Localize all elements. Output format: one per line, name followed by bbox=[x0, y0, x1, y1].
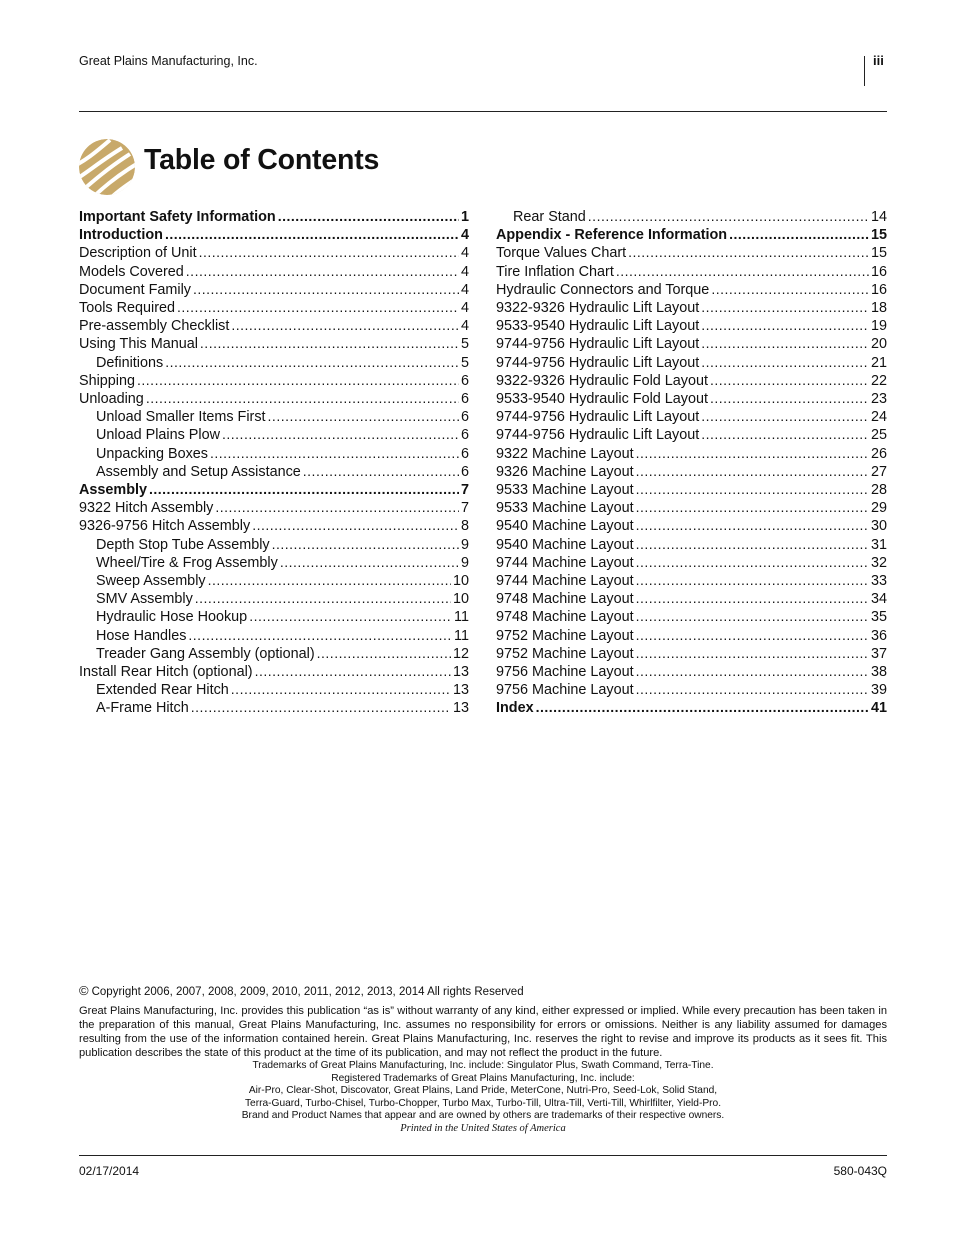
toc-dot-leader bbox=[268, 408, 459, 425]
toc-entry-label: Document Family bbox=[79, 281, 191, 298]
copyright-text: Copyright 2006, 2007, 2008, 2009, 2010, 2011, 2012, 2013, 2014 All rights Reserved bbox=[91, 986, 524, 998]
toc-entry-label: 9744-9756 Hydraulic Lift Layout bbox=[496, 354, 700, 371]
printed-in-note: Printed in the United States of America bbox=[400, 1122, 566, 1134]
toc-entry-label: Index bbox=[496, 700, 534, 717]
toc-entry-page: 4 bbox=[460, 281, 469, 298]
toc-entry-label: Description of Unit bbox=[79, 245, 197, 262]
toc-entry-page: 38 bbox=[870, 664, 887, 681]
toc-entry-label: Unloading bbox=[79, 391, 144, 408]
toc-entry-page: 28 bbox=[870, 482, 887, 499]
toc-dot-leader bbox=[636, 663, 869, 680]
toc-entry-label: Assembly and Setup Assistance bbox=[96, 463, 301, 480]
toc-entry-page: 30 bbox=[870, 518, 887, 535]
toc-dot-leader bbox=[317, 645, 451, 662]
toc-entry-page: 35 bbox=[870, 609, 887, 626]
toc-entry-label: 9744 Machine Layout bbox=[496, 554, 634, 571]
trademark-line: Terra-Guard, Turbo-Chisel, Turbo-Chopper, Turbo Max, Turbo-Till, Ultra-Till, Verti-Till, Whirlfilter, Yield-Pro. bbox=[244, 1097, 722, 1109]
toc-dot-leader bbox=[186, 263, 459, 280]
toc-entry-page: 21 bbox=[870, 354, 887, 371]
toc-entry-page: 24 bbox=[870, 409, 887, 426]
toc-dot-leader bbox=[711, 281, 869, 298]
toc-entry-page: 41 bbox=[870, 700, 887, 717]
toc-entry-page: 1 bbox=[460, 209, 469, 225]
toc-dot-leader bbox=[195, 590, 451, 607]
toc-entry[interactable] bbox=[496, 463, 887, 481]
toc-entry[interactable] bbox=[496, 226, 887, 244]
toc-dot-leader bbox=[588, 208, 869, 225]
toc-entry-page: 22 bbox=[870, 372, 887, 389]
toc-entry[interactable] bbox=[496, 372, 887, 390]
toc-dot-leader bbox=[701, 317, 869, 334]
toc-dot-leader bbox=[636, 572, 869, 589]
toc-entry[interactable] bbox=[79, 572, 469, 590]
toc-dot-leader bbox=[729, 226, 869, 243]
disclaimer-text: Great Plains Manufacturing, Inc. provides this publication “as is” without warranty of any kind, either expressed or implied. While every precaution has been taken in the preparation of this manual, Great Plains Manufacturing, Inc. assumes no responsibility for errors or omissions. Neither is any liability assumed for damages resulting from the use of the information contained herein. Great Plains Manufacturing, Inc. reserves the right to revise and improve its products as it sees fit. This publication describes the state of this product at the time of its publication, and may not reflect the product in the future. bbox=[79, 1005, 887, 1059]
toc-dot-leader bbox=[249, 608, 452, 625]
toc-dot-leader bbox=[710, 372, 869, 389]
toc-entry-label: 9326-9756 Hitch Assembly bbox=[79, 518, 251, 535]
toc-entry-page: 16 bbox=[870, 281, 887, 298]
toc-entry[interactable] bbox=[79, 445, 469, 463]
toc-entry-page: 4 bbox=[460, 300, 469, 317]
trademark-line: Air-Pro, Clear-Shot, Discovator, Great Plains, Land Pride, MeterCone, Nutri-Pro, Seed-Lok, Solid Stand, bbox=[248, 1085, 718, 1097]
toc-entry-page: 10 bbox=[452, 573, 469, 590]
toc-entry-page: 16 bbox=[870, 263, 887, 280]
toc-entry-label: 9540 Machine Layout bbox=[496, 536, 634, 553]
toc-entry-page: 32 bbox=[870, 554, 887, 571]
toc-entry-label: 9540 Machine Layout bbox=[496, 518, 634, 535]
toc-entry-label: Torque Values Chart bbox=[496, 245, 627, 262]
toc-entry-label: Definitions bbox=[96, 354, 164, 371]
toc-entry-label: Unload Plains Plow bbox=[96, 427, 220, 444]
trademarks-block bbox=[79, 1060, 887, 1136]
toc-entry[interactable] bbox=[79, 317, 469, 335]
toc-entry-page: 9 bbox=[460, 536, 469, 553]
toc-entry-page: 14 bbox=[870, 209, 887, 225]
toc-entry-page: 6 bbox=[460, 372, 469, 389]
toc-entry-page: 20 bbox=[870, 336, 887, 353]
toc-entry-page: 39 bbox=[870, 682, 887, 699]
toc-dot-leader bbox=[636, 554, 869, 571]
toc-entry-label: SMV Assembly bbox=[96, 591, 193, 608]
toc-entry[interactable] bbox=[79, 408, 469, 426]
toc-entry[interactable] bbox=[496, 263, 887, 281]
toc-entry-page: 4 bbox=[460, 245, 469, 262]
toc-entry[interactable] bbox=[79, 335, 469, 353]
footer-rule bbox=[79, 1155, 887, 1156]
toc-entry-page: 4 bbox=[460, 318, 469, 335]
toc-entry-label: Install Rear Hitch (optional) bbox=[79, 664, 253, 681]
toc-entry-label: 9752 Machine Layout bbox=[496, 627, 634, 644]
toc-entry-page: 12 bbox=[452, 645, 469, 662]
toc-entry-label: Tools Required bbox=[79, 300, 175, 317]
toc-dot-leader bbox=[636, 608, 869, 625]
toc-entry-label: Unload Smaller Items First bbox=[96, 409, 266, 426]
toc-entry-label: Treader Gang Assembly (optional) bbox=[96, 645, 315, 662]
toc-dot-leader bbox=[272, 536, 459, 553]
toc-entry-page: 31 bbox=[870, 536, 887, 553]
toc-entry-page: 10 bbox=[452, 591, 469, 608]
toc-entry-label: 9744 Machine Layout bbox=[496, 573, 634, 590]
toc-dot-leader bbox=[701, 426, 869, 443]
toc-entry-label: Wheel/Tire & Frog Assembly bbox=[96, 554, 278, 571]
toc-entry-label: Shipping bbox=[79, 372, 136, 389]
toc-entry[interactable] bbox=[79, 354, 469, 372]
toc-entry-label: Introduction bbox=[79, 227, 163, 244]
toc-entry[interactable] bbox=[496, 681, 887, 699]
toc-entry-page: 27 bbox=[870, 463, 887, 480]
toc-entry-label: Assembly bbox=[79, 482, 147, 499]
toc-dot-leader bbox=[193, 281, 459, 298]
toc-dot-leader bbox=[208, 572, 451, 589]
copyright-line bbox=[79, 983, 524, 998]
toc-dot-leader bbox=[149, 481, 459, 498]
toc-entry-label: 9322 Machine Layout bbox=[496, 445, 634, 462]
toc-dot-leader bbox=[177, 299, 459, 316]
toc-entry-page: 9 bbox=[460, 554, 469, 571]
toc-dot-leader bbox=[636, 645, 869, 662]
toc-dot-leader bbox=[165, 226, 459, 243]
toc-entry[interactable] bbox=[496, 699, 887, 717]
toc-entry[interactable] bbox=[79, 608, 469, 626]
toc-entry-page: 4 bbox=[460, 227, 469, 244]
toc-entry[interactable] bbox=[496, 590, 887, 608]
toc-entry-label: Pre-assembly Checklist bbox=[79, 318, 230, 335]
toc-entry[interactable] bbox=[496, 608, 887, 626]
toc-entry-label: Depth Stop Tube Assembly bbox=[96, 536, 270, 553]
page-title: Table of Contents bbox=[144, 144, 380, 176]
toc-dot-leader bbox=[215, 499, 459, 516]
toc-entry-page: 23 bbox=[870, 391, 887, 408]
toc-entry[interactable] bbox=[496, 645, 887, 663]
toc-entry-page: 29 bbox=[870, 500, 887, 517]
toc-entry-label: 9744-9756 Hydraulic Lift Layout bbox=[496, 409, 700, 426]
toc-entry-label: 9533-9540 Hydraulic Lift Layout bbox=[496, 318, 700, 335]
toc-dot-leader bbox=[222, 426, 459, 443]
toc-entry-page: 6 bbox=[460, 409, 469, 426]
toc-entry[interactable] bbox=[79, 645, 469, 663]
toc-entry[interactable] bbox=[496, 299, 887, 317]
toc-entry[interactable] bbox=[79, 481, 469, 499]
toc-entry[interactable] bbox=[79, 663, 469, 681]
toc-entry-label: A-Frame Hitch bbox=[96, 700, 189, 717]
toc-entry-page: 6 bbox=[460, 427, 469, 444]
toc-dot-leader bbox=[231, 681, 451, 698]
footer-date: 02/17/2014 bbox=[79, 1164, 140, 1178]
toc-entry-label: 9748 Machine Layout bbox=[496, 591, 634, 608]
toc-entry[interactable] bbox=[496, 627, 887, 645]
toc-entry[interactable] bbox=[496, 481, 887, 499]
header-divider bbox=[864, 56, 865, 86]
toc-dot-leader bbox=[710, 390, 869, 407]
toc-entry-label: Hydraulic Connectors and Torque bbox=[496, 281, 710, 298]
toc-entry[interactable] bbox=[496, 663, 887, 681]
toc-dot-leader bbox=[191, 699, 451, 716]
toc-entry-label: Hydraulic Hose Hookup bbox=[96, 609, 248, 626]
toc-entry-label: Sweep Assembly bbox=[96, 573, 206, 590]
trademark-line: Brand and Product Names that appear and are owned by others are trademarks of their respective owners. bbox=[241, 1110, 725, 1122]
toc-entry[interactable] bbox=[496, 317, 887, 335]
toc-entry-page: 5 bbox=[460, 354, 469, 371]
toc-entry[interactable] bbox=[496, 390, 887, 408]
trademark-line: Trademarks of Great Plains Manufacturing, Inc. include: Singulator Plus, Swath Command, Terra-Tine. bbox=[252, 1060, 714, 1071]
toc-entry[interactable] bbox=[496, 572, 887, 590]
toc-dot-leader bbox=[701, 408, 869, 425]
toc-dot-leader bbox=[636, 463, 869, 480]
toc-dot-leader bbox=[636, 681, 869, 698]
toc-entry-page: 13 bbox=[452, 700, 469, 717]
toc-entry[interactable] bbox=[79, 208, 469, 226]
toc-entry[interactable] bbox=[496, 499, 887, 517]
footer-doc-number: 580-043Q bbox=[833, 1164, 887, 1178]
toc-entry[interactable] bbox=[496, 208, 887, 226]
toc-entry-label: 9756 Machine Layout bbox=[496, 682, 634, 699]
toc-dot-leader bbox=[165, 354, 459, 371]
toc-entry-label: 9533-9540 Hydraulic Fold Layout bbox=[496, 391, 708, 408]
toc-entry-page: 6 bbox=[460, 391, 469, 408]
toc-dot-leader bbox=[280, 554, 459, 571]
toc-dot-leader bbox=[636, 517, 869, 534]
toc-entry-label: 9756 Machine Layout bbox=[496, 664, 634, 681]
great-plains-logo-icon bbox=[78, 138, 136, 196]
toc-entry-label: 9322-9326 Hydraulic Lift Layout bbox=[496, 300, 700, 317]
toc-dot-leader bbox=[636, 481, 869, 498]
toc-dot-leader bbox=[636, 627, 869, 644]
toc-entry-page: 6 bbox=[460, 445, 469, 462]
toc-entry[interactable] bbox=[79, 536, 469, 554]
header-page-number: iii bbox=[873, 53, 884, 68]
toc-entry-label: Appendix - Reference Information bbox=[496, 227, 728, 244]
toc-entry-page: 37 bbox=[870, 645, 887, 662]
toc-entry-label: 9748 Machine Layout bbox=[496, 609, 634, 626]
toc-entry-label: 9533 Machine Layout bbox=[496, 482, 634, 499]
toc-dot-leader bbox=[200, 335, 459, 352]
toc-left-column bbox=[79, 208, 469, 718]
toc-dot-leader bbox=[188, 627, 452, 644]
toc-dot-leader bbox=[252, 517, 459, 534]
toc-entry-page: 13 bbox=[452, 664, 469, 681]
toc-dot-leader bbox=[536, 699, 869, 716]
toc-entry-page: 7 bbox=[460, 500, 469, 517]
toc-entry[interactable] bbox=[79, 263, 469, 281]
trademark-line: Registered Trademarks of Great Plains Manufacturing, Inc. include: bbox=[331, 1072, 635, 1084]
toc-entry[interactable] bbox=[79, 244, 469, 262]
toc-dot-leader bbox=[210, 445, 459, 462]
toc-entry-page: 34 bbox=[870, 591, 887, 608]
toc-entry-label: Extended Rear Hitch bbox=[96, 682, 229, 699]
toc-entry[interactable] bbox=[496, 281, 887, 299]
toc-entry[interactable] bbox=[79, 499, 469, 517]
toc-dot-leader bbox=[278, 208, 459, 225]
toc-entry-label: 9744-9756 Hydraulic Lift Layout bbox=[496, 336, 700, 353]
toc-dot-leader bbox=[701, 299, 869, 316]
toc-entry-label: Important Safety Information bbox=[79, 209, 276, 225]
toc-entry[interactable] bbox=[496, 335, 887, 353]
toc-entry-page: 13 bbox=[452, 682, 469, 699]
toc-dot-leader bbox=[231, 317, 459, 334]
toc-entry-page: 5 bbox=[460, 336, 469, 353]
toc-dot-leader bbox=[303, 463, 459, 480]
toc-dot-leader bbox=[628, 244, 869, 261]
toc-dot-leader bbox=[636, 445, 869, 462]
toc-entry-label: 9744-9756 Hydraulic Lift Layout bbox=[496, 427, 700, 444]
toc-entry[interactable] bbox=[496, 517, 887, 535]
toc-entry[interactable] bbox=[496, 554, 887, 572]
toc-entry-label: 9326 Machine Layout bbox=[496, 463, 634, 480]
toc-entry[interactable] bbox=[79, 699, 469, 717]
toc-entry-label: Using This Manual bbox=[79, 336, 198, 353]
toc-entry-page: 36 bbox=[870, 627, 887, 644]
toc-entry-label: Tire Inflation Chart bbox=[496, 263, 614, 280]
toc-entry[interactable] bbox=[79, 226, 469, 244]
toc-entry-label: Unpacking Boxes bbox=[96, 445, 208, 462]
toc-entry-page: 25 bbox=[870, 427, 887, 444]
toc-entry[interactable] bbox=[496, 536, 887, 554]
header-company: Great Plains Manufacturing, Inc. bbox=[79, 54, 258, 68]
toc-entry-page: 6 bbox=[460, 463, 469, 480]
toc-entry-page: 33 bbox=[870, 573, 887, 590]
toc-entry[interactable] bbox=[79, 517, 469, 535]
toc-entry[interactable] bbox=[79, 281, 469, 299]
toc-entry[interactable] bbox=[496, 445, 887, 463]
toc-dot-leader bbox=[636, 590, 869, 607]
toc-entry-page: 8 bbox=[460, 518, 469, 535]
toc-entry-page: 19 bbox=[870, 318, 887, 335]
toc-dot-leader bbox=[199, 244, 459, 261]
toc-entry-page: 15 bbox=[870, 227, 887, 244]
toc-entry[interactable] bbox=[496, 408, 887, 426]
toc-dot-leader bbox=[701, 335, 869, 352]
toc-entry-page: 11 bbox=[454, 609, 469, 626]
toc-entry-page: 4 bbox=[460, 263, 469, 280]
toc-dot-leader bbox=[146, 390, 459, 407]
toc-entry-page: 18 bbox=[870, 300, 887, 317]
toc-entry[interactable] bbox=[496, 354, 887, 372]
toc-dot-leader bbox=[701, 354, 869, 371]
toc-entry[interactable] bbox=[79, 299, 469, 317]
toc-entry-page: 7 bbox=[460, 482, 469, 499]
toc-entry-page: 11 bbox=[454, 627, 469, 644]
toc-entry-label: 9322-9326 Hydraulic Fold Layout bbox=[496, 372, 708, 389]
toc-entry-label: 9533 Machine Layout bbox=[496, 500, 634, 517]
toc-entry-page: 26 bbox=[870, 445, 887, 462]
toc-entry-label: 9752 Machine Layout bbox=[496, 645, 634, 662]
toc-entry-label: 9322 Hitch Assembly bbox=[79, 500, 214, 517]
toc-entry[interactable] bbox=[79, 554, 469, 572]
toc-entry-label: Hose Handles bbox=[96, 627, 187, 644]
toc-entry-page: 15 bbox=[870, 245, 887, 262]
toc-right-column bbox=[496, 208, 887, 718]
toc-entry[interactable] bbox=[79, 463, 469, 481]
toc-entry[interactable] bbox=[79, 681, 469, 699]
toc-entry[interactable] bbox=[79, 372, 469, 390]
toc-dot-leader bbox=[636, 499, 869, 516]
toc-dot-leader bbox=[616, 263, 869, 280]
toc-entry[interactable] bbox=[496, 244, 887, 262]
toc-entry[interactable] bbox=[79, 426, 469, 444]
toc-dot-leader bbox=[137, 372, 459, 389]
toc-entry-label: Models Covered bbox=[79, 263, 184, 280]
toc-entry[interactable] bbox=[79, 390, 469, 408]
copyright-symbol: © bbox=[79, 983, 89, 998]
toc-entry[interactable] bbox=[79, 590, 469, 608]
toc-entry[interactable] bbox=[79, 627, 469, 645]
toc-entry-label: Rear Stand bbox=[513, 209, 586, 225]
toc-entry[interactable] bbox=[496, 426, 887, 444]
toc-dot-leader bbox=[255, 663, 451, 680]
header-rule bbox=[79, 111, 887, 112]
toc-dot-leader bbox=[636, 536, 869, 553]
